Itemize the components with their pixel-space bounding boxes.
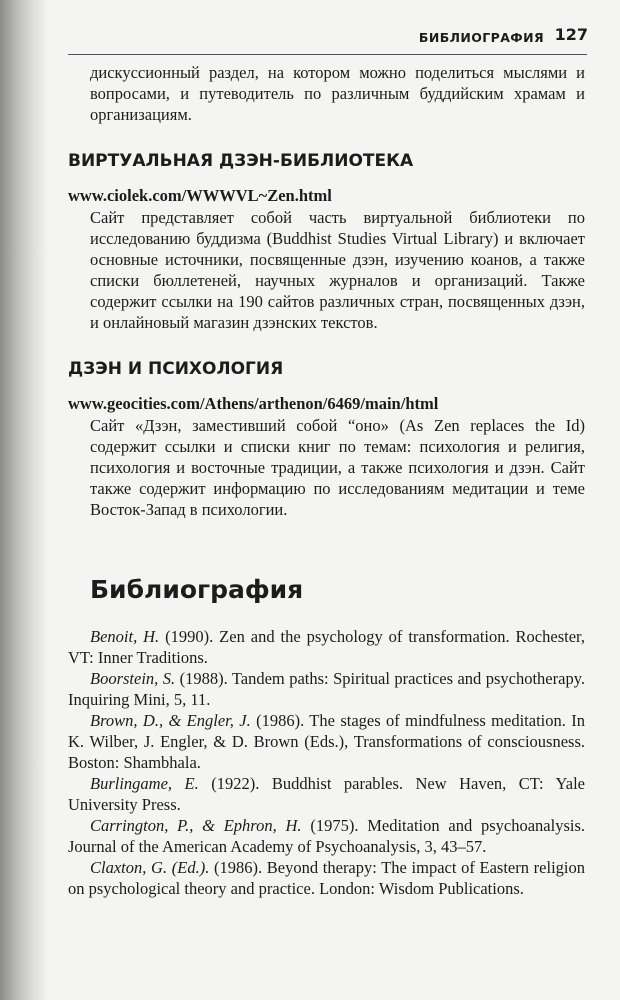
reference-details: (1988). Tandem paths: Spiritual practices and psychotherapy. Inquiring Mini, 5, 11. <box>68 669 585 709</box>
reference-details: (1975). Meditation and psychoanalysis. Journal of the American Academy of Psychoanalysis, 3, 43–57. <box>68 816 586 856</box>
reference-details: (1986). Beyond therapy: The impact of Eastern religion on psychological theory and practice. London: Wisdom Publications. <box>68 858 585 898</box>
reference-details: (1922). Buddhist parables. New Haven, CT: Yale University Press. <box>68 774 585 814</box>
reference-item <box>68 668 585 710</box>
reference-author: Burlingame, E. <box>90 774 199 793</box>
section-virtual-zen-library <box>68 151 585 333</box>
reference-author: Benoit, H. <box>90 627 160 646</box>
intro-paragraph: дискуссионный раздел, на котором можно поделиться мыслями и вопросами, и путеводитель по различным буддийским храмам и организациям. <box>90 63 585 124</box>
reference-item <box>68 773 585 815</box>
page-number: 127 <box>554 25 588 44</box>
section-zen-psychology <box>68 359 585 520</box>
reference-item <box>68 626 585 668</box>
section-heading: ДЗЭН И ПСИХОЛОГИЯ <box>68 359 284 379</box>
reference-item <box>68 815 585 857</box>
site-url: www.ciolek.com/WWWVL~Zen.html <box>68 186 332 205</box>
bibliography-heading: Библиография <box>90 575 304 604</box>
site-url: www.geocities.com/Athens/arthenon/6469/main/html <box>68 394 439 413</box>
reference-item <box>68 710 585 773</box>
reference-details: (1990). Zen and the psychology of transformation. Rochester, VT: Inner Traditions. <box>68 627 585 667</box>
reference-author: Boorstein, S. <box>90 669 176 688</box>
site-description: Сайт представляет собой часть виртуальной библиотеки по исследованию буддизма (Buddhist Studies Virtual Library) и включает основные источники, посвященные дзэн, изучению коанов, а также списки бюллетеней, научных журналов и организаций. Также содержит ссылки на 190 сайтов различных стран, посвященных дзэн, и онлайновый магазин дзэнских текстов. <box>90 208 585 332</box>
section-heading: ВИРТУАЛЬНАЯ ДЗЭН-БИБЛИОТЕКА <box>68 151 414 171</box>
reference-details: (1986). The stages of mindfulness meditation. In K. Wilber, J. Engler, & D. Brown (Eds.), Transformations of consciousness. Boston: Shambhala. <box>68 711 586 772</box>
header-rule <box>68 54 587 55</box>
reference-author: Brown, D., & Engler, J. <box>90 711 251 730</box>
site-description: Сайт «Дзэн, заместивший собой “оно» (As Zen replaces the Id) содержит ссылки и списки книг по темам: психология и религия, психология и восточные традиции, а также психология и дзэн. Сайт также содержит информацию по исследованиям медитации и теме Восток-Запад в психологии. <box>90 416 585 519</box>
reference-list <box>68 626 585 899</box>
running-title: БИБЛИОГРАФИЯ <box>418 30 544 45</box>
running-head <box>68 24 588 52</box>
reference-author: Carrington, P., & Ephron, H. <box>90 816 302 835</box>
reference-item <box>68 857 585 899</box>
page-content <box>68 62 585 899</box>
reference-author: Claxton, G. (Ed.). <box>90 858 210 877</box>
